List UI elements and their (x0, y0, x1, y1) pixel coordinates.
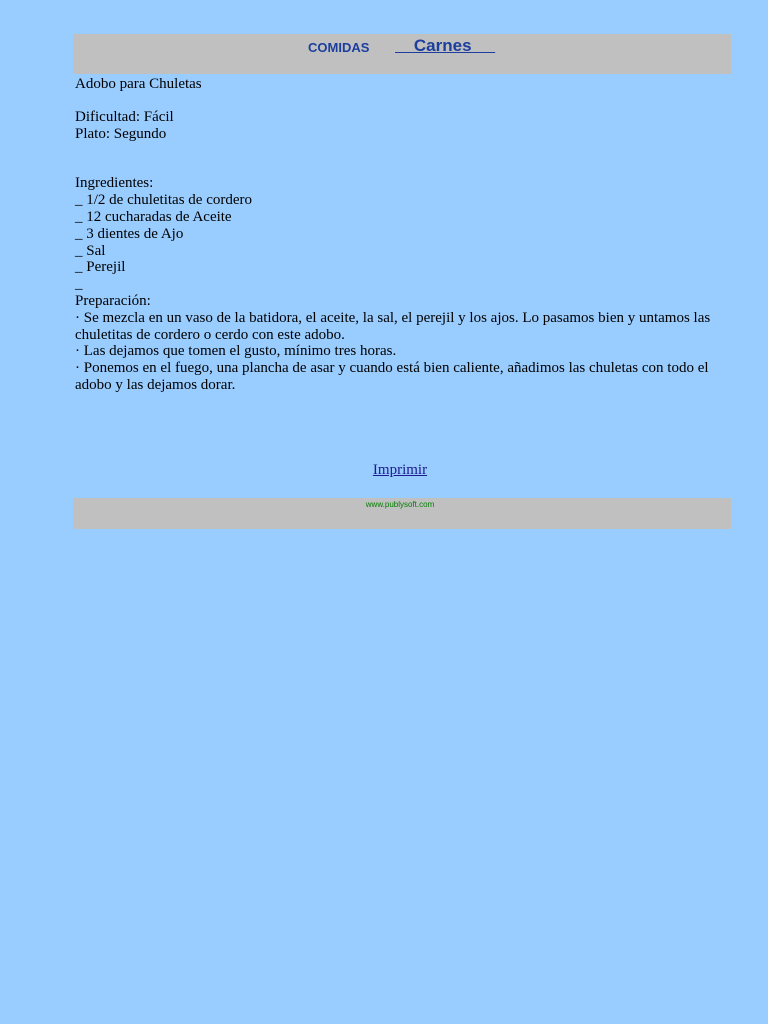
preparation-heading: Preparación: (75, 292, 151, 309)
ingredient-item: _ Sal (75, 242, 106, 259)
preparation-step: · Se mezcla en un vaso de la batidora, el aceite, la sal, el perejil y los ajos. Lo pasamos bien y untamos las chuletitas de cordero o cerdo con este adobo. (75, 309, 711, 343)
footer-site-link[interactable]: www.publysoft.com (365, 500, 435, 509)
category-link[interactable]: Carnes (395, 36, 496, 55)
preparation-step: · Ponemos en el fuego, una plancha de asar y cuando está bien caliente, añadimos las chuletas con todo el adobo y las dejamos dorar. (75, 360, 709, 393)
preparation-step: · Las dejamos que tomen el gusto, mínimo tres horas. (75, 343, 397, 360)
ingredient-item: _ 12 cucharadas de Aceite (75, 208, 232, 225)
ingredients-heading: Ingredientes: (75, 175, 154, 192)
recipe-content (75, 76, 735, 394)
section-label: COMIDAS (308, 40, 370, 55)
recipe-course: Plato: Segundo (75, 125, 167, 142)
recipe-title: Adobo para Chuletas (75, 76, 202, 92)
ingredient-item: _ (75, 276, 83, 293)
print-link[interactable]: Imprimir (372, 462, 428, 478)
recipe-difficulty: Dificultad: Fácil (75, 108, 174, 125)
ingredient-item: _ 1/2 de chuletitas de cordero (75, 192, 253, 209)
ingredient-item: _ 3 dientes de Ajo (75, 225, 184, 242)
ingredient-item: _ Perejil (75, 259, 126, 276)
